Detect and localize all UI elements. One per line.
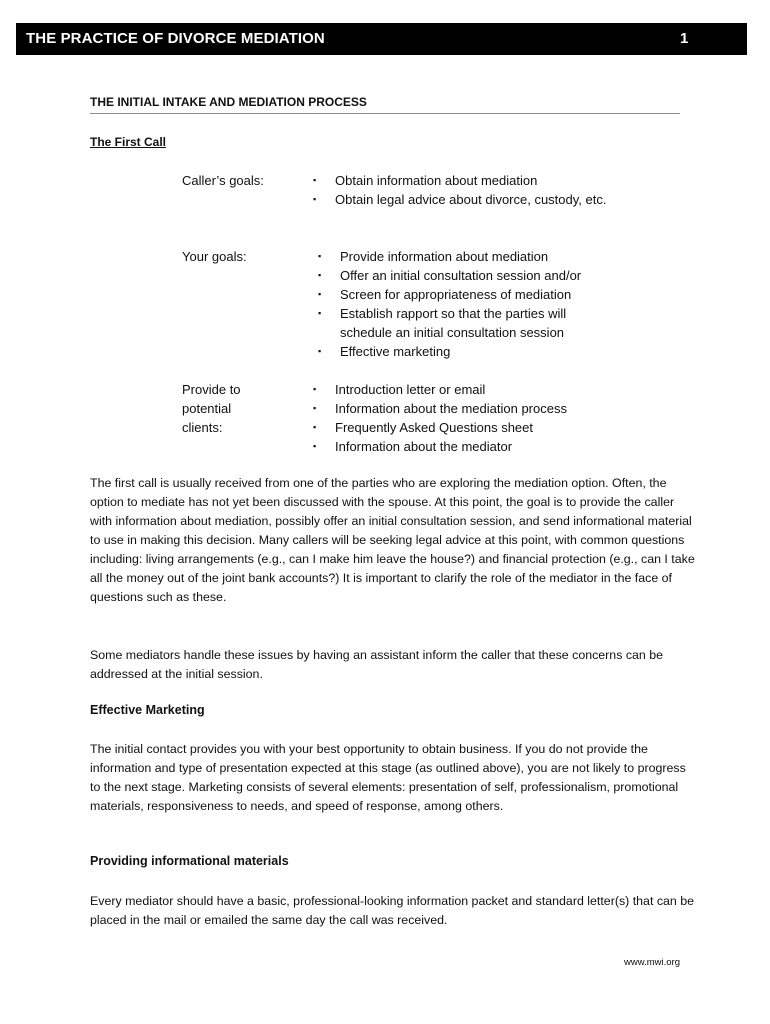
callers-goals-label: Caller’s goals: [182, 173, 264, 188]
list-item: ▪ Obtain information about mediation [313, 173, 538, 188]
list-item: ▪ Introduction letter or email [313, 382, 486, 397]
list-item: ▪ Obtain legal advice about divorce, custody, etc. [313, 192, 607, 207]
footer-url: www.mwi.org [624, 957, 680, 968]
marketing-paragraph: The initial contact provides you with your best opportunity to obtain business. If you do not provide the information and type of presentation expected at this stage (as outlined above), you are not likely to progress to the next stage. Marketing consists of several elements: presentation of self, professionalism, promotional materials, responsiveness to needs, and speed of response, among others. [90, 742, 686, 813]
list-item: ▪ Effective marketing [318, 344, 451, 359]
bullet-icon: ▪ [313, 403, 317, 413]
list-item: ▪ Information about the mediation process [313, 401, 567, 416]
bullet-icon: ▪ [313, 194, 317, 204]
your-goals-label: Your goals: [182, 249, 247, 264]
list-item: ▪ Screen for appropriateness of mediation [318, 287, 572, 302]
list-item: ▪ Offer an initial consultation session and/or [318, 268, 582, 283]
callers-goals-list [313, 171, 613, 209]
section-title: THE INITIAL INTAKE AND MEDIATION PROCESS [90, 95, 680, 114]
page-header-bar [16, 23, 747, 55]
list-item: ▪ Information about the mediator [313, 439, 513, 454]
informational-materials-heading: Providing informational materials [90, 854, 289, 868]
provide-to-clients-list [313, 380, 613, 456]
bullet-icon: ▪ [318, 308, 322, 318]
bullet-icon: ▪ [313, 441, 317, 451]
subsection-title: The First Call [90, 135, 167, 149]
list-item: ▪ Frequently Asked Questions sheet [313, 420, 534, 435]
bullet-icon: ▪ [318, 270, 322, 280]
bullet-icon: ▪ [313, 175, 317, 185]
effective-marketing-heading: Effective Marketing [90, 703, 205, 717]
list-item: ▪ Provide information about mediation [318, 249, 549, 264]
bullet-icon: ▪ [318, 346, 322, 356]
page-number: 1 [680, 30, 689, 47]
provide-to-clients-label: Provide to potential clients: [182, 382, 241, 435]
bullet-icon: ▪ [318, 289, 322, 299]
bullet-icon: ▪ [313, 384, 317, 394]
your-goals-list [318, 247, 618, 361]
bullet-icon: ▪ [318, 251, 322, 261]
document-title: THE PRACTICE OF DIVORCE MEDIATION [26, 30, 325, 47]
materials-paragraph: Every mediator should have a basic, professional-looking information packet and standard letter(s) that can be placed in the mail or emailed the same day the call was received. [90, 894, 695, 927]
bullet-icon: ▪ [313, 422, 317, 432]
first-call-paragraph: The first call is usually received from one of the parties who are exploring the mediation option. Often, the option to mediate has not yet been discussed with the spouse. At this point, the goal is to provide the caller with information about mediation, possibly offer an initial consultation session, and send informational material to use in making this decision. Many callers will be seeking legal advice at this point, with common questions including: living arrangements (e.g., can I make him leave the house?) and financial protection (e.g., can I take all the money out of the joint bank accounts?) It is important to clarify the role of the mediator in the face of questions such as these. [90, 476, 695, 604]
list-item: ▪ Establish rapport so that the parties will schedule an initial consultation session [318, 306, 567, 340]
assistant-paragraph: Some mediators handle these issues by having an assistant inform the caller that these concerns can be addressed at the initial session. [90, 648, 664, 681]
